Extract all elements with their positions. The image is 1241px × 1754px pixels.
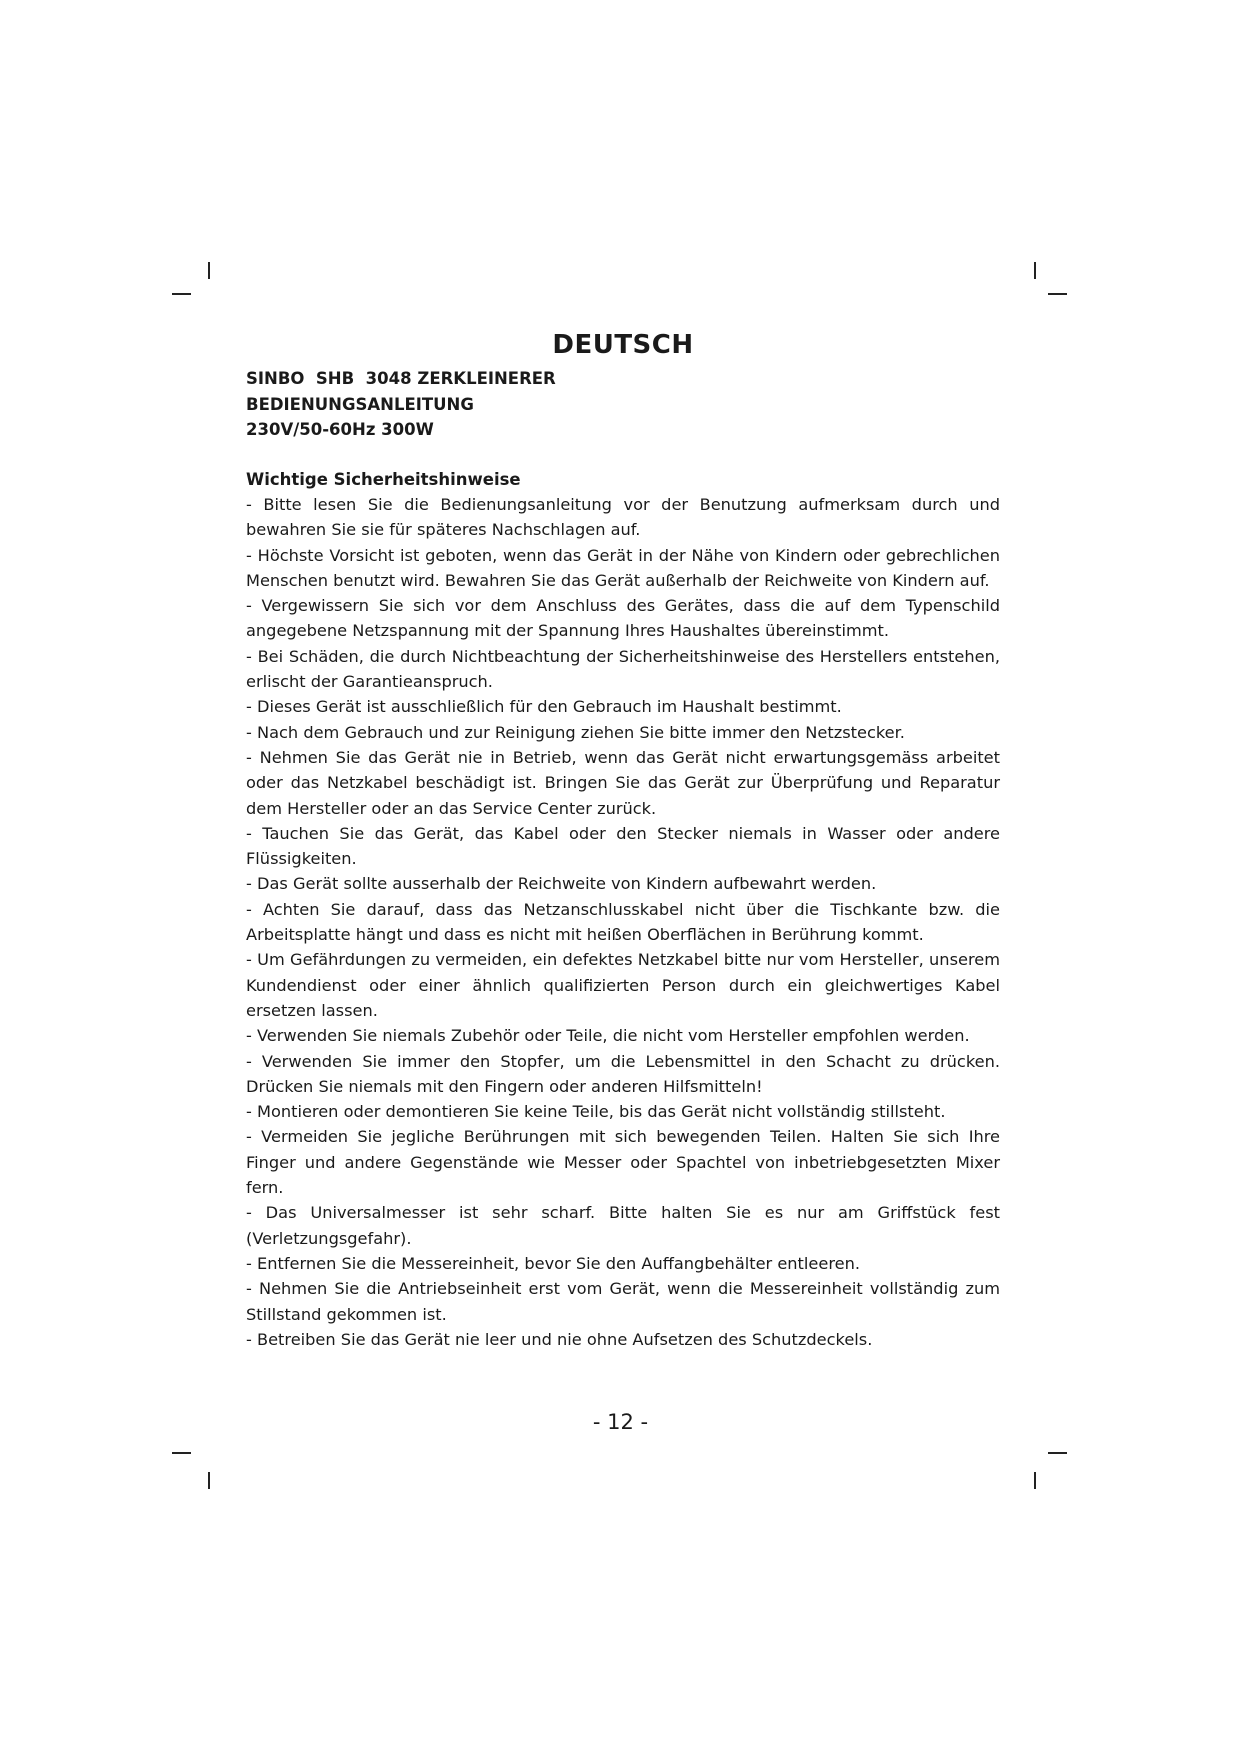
spec-line: 230V/50-60Hz 300W	[246, 420, 434, 439]
safety-item: - Das Universalmesser ist sehr scharf. Bitte halten Sie es nur am Griffstück fest (Verletzungsgefahr).	[246, 1203, 1000, 1248]
safety-item: - Bei Schäden, die durch Nichtbeachtung der Sicherheitshinweise des Herstellers entstehen, erlischt der Garantieanspruch.	[246, 646, 1000, 692]
product-header	[246, 366, 556, 443]
crop-mark-bottom-left-horizontal	[172, 1452, 191, 1454]
crop-mark-top-left-vertical	[208, 262, 210, 279]
safety-item: - Betreiben Sie das Gerät nie leer und nie ohne Aufsetzen des Schutzdeckels.	[246, 1329, 873, 1349]
safety-item: - Nehmen Sie die Antriebseinheit erst vom Gerät, wenn die Messereinheit vollständig zum Stillstand gekommen ist.	[246, 1279, 1000, 1324]
safety-item: - Um Gefährdungen zu vermeiden, ein defektes Netzkabel bitte nur vom Hersteller, unserem Kundendienst oder einer ähnlich qualifizierten Person durch ein gleichwertiges Kabel ersetzen lassen.	[246, 950, 1000, 1020]
safety-item: - Entfernen Sie die Messereinheit, bevor Sie den Auffangbehälter entleeren.	[246, 1253, 860, 1273]
crop-mark-bottom-right-vertical	[1034, 1472, 1036, 1489]
safety-item: - Vermeiden Sie jegliche Berührungen mit sich bewegenden Teilen. Halten Sie sich Ihre Finger und andere Gegenstände wie Messer oder Spachtel von inbetriebgesetzten Mixer fern.	[246, 1127, 1000, 1198]
safety-item: - Dieses Gerät ist ausschließlich für den Gebrauch im Haushalt bestimmt.	[246, 697, 842, 717]
product-title: SINBO SHB 3048 ZERKLEINERER	[246, 369, 556, 388]
safety-list	[246, 492, 1000, 1352]
safety-item: - Achten Sie darauf, dass das Netzanschlusskabel nicht über die Tischkante bzw. die Arbeitsplatte hängt und dass es nicht mit heißen Oberflächen in Berührung kommt.	[246, 899, 1000, 945]
safety-item: - Das Gerät sollte ausserhalb der Reichweite von Kindern aufbewahrt werden.	[246, 874, 877, 894]
safety-section	[246, 467, 1000, 1352]
crop-mark-top-right-vertical	[1034, 262, 1036, 279]
safety-item: - Verwenden Sie immer den Stopfer, um die Lebensmittel in den Schacht zu drücken. Drücken Sie niemals mit den Fingern oder anderen Hilfsmitteln!	[246, 1051, 1000, 1096]
section-title: Wichtige Sicherheitshinweise	[246, 470, 521, 489]
crop-mark-bottom-right-horizontal	[1048, 1452, 1067, 1454]
safety-item: - Vergewissern Sie sich vor dem Anschluss des Gerätes, dass die auf dem Typenschild angegebene Netzspannung mit der Spannung Ihres Haushaltes übereinstimmt.	[246, 596, 1000, 641]
language-heading: DEUTSCH	[552, 330, 694, 360]
safety-item: - Nehmen Sie das Gerät nie in Betrieb, wenn das Gerät nicht erwartungsgemäss arbeitet oder das Netzkabel beschädigt ist. Bringen Sie das Gerät zur Überprüfung und Reparatur dem Hersteller oder an das Service Center zurück.	[246, 747, 1000, 818]
safety-item: - Bitte lesen Sie die Bedienungsanleitung vor der Benutzung aufmerksam durch und bewahren Sie sie für späteres Nachschlagen auf.	[246, 495, 1000, 540]
crop-mark-top-left-horizontal	[172, 293, 191, 295]
manual-label: BEDIENUNGSANLEITUNG	[246, 394, 474, 414]
crop-mark-top-right-horizontal	[1048, 293, 1067, 295]
safety-item: - Nach dem Gebrauch und zur Reinigung ziehen Sie bitte immer den Netzstecker.	[246, 722, 905, 742]
safety-item: - Höchste Vorsicht ist geboten, wenn das Gerät in der Nähe von Kindern oder gebrechlichen Menschen benutzt wird. Bewahren Sie das Gerät außerhalb der Reichweite von Kindern auf.	[246, 545, 1000, 590]
safety-item: - Tauchen Sie das Gerät, das Kabel oder den Stecker niemals in Wasser oder andere Flüssigkeiten.	[246, 823, 1000, 869]
page-number: - 12 -	[592, 1410, 649, 1434]
safety-item: - Montieren oder demontieren Sie keine Teile, bis das Gerät nicht vollständig stillsteht.	[246, 1102, 946, 1122]
crop-mark-bottom-left-vertical	[208, 1472, 210, 1489]
safety-item: - Verwenden Sie niemals Zubehör oder Teile, die nicht vom Hersteller empfohlen werden.	[246, 1026, 970, 1046]
